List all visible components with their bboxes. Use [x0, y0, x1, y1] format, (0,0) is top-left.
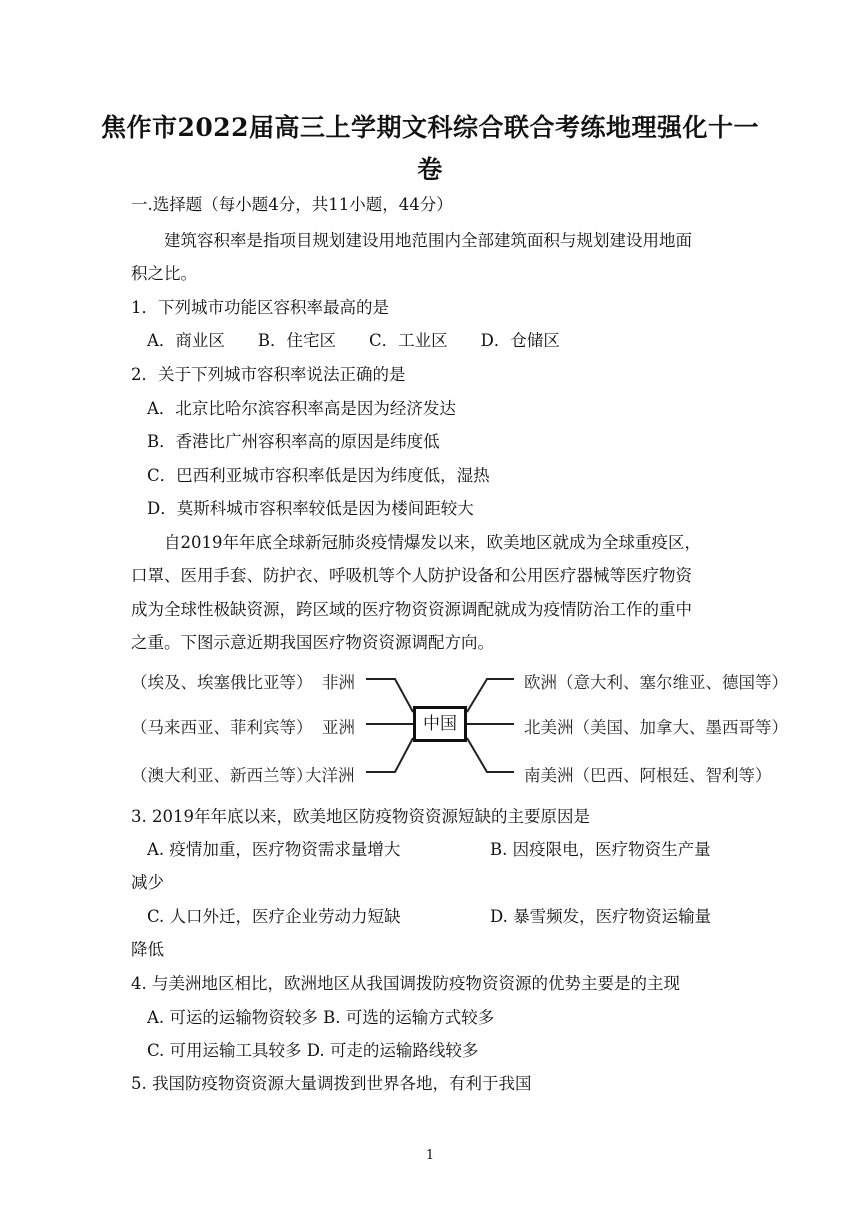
q1-options: A．商业区 B．住宅区 C．工业区 D．仓储区 [147, 331, 560, 350]
passage2-line4: 之重。下图示意近期我国医疗物资资源调配方向。 [131, 633, 494, 652]
title-line-1: 焦作市2022届高三上学期文科综合联合考练地理强化十一 [100, 113, 760, 142]
title-line-2: 卷 [417, 155, 443, 184]
q2-option-b: B．香港比广州容积率高的原因是纬度低 [147, 432, 440, 451]
section-heading: 一.选择题（每小题4分，共11小题，44分） [131, 195, 453, 214]
q3-option-c: C. 人口外迁，医疗企业劳动力短缺 [147, 907, 401, 926]
q4-stem: 4. 与美洲地区相比，欧洲地区从我国调拨防疫物资资源的优势主要是的主现 [131, 974, 680, 993]
diagram-right-south-america: 南美洲（巴西、阿根廷、智利等） [524, 766, 772, 785]
q4-options-cd: C. 可用运输工具较多 D. 可走的运输路线较多 [147, 1041, 479, 1060]
q3-option-d-line2: 降低 [131, 940, 164, 959]
passage2-line3: 成为全球性极缺资源，跨区域的医疗物资资源调配就成为疫情防治工作的重中 [131, 600, 692, 619]
diagram-left-oceania-region: 大洋洲 [305, 766, 355, 785]
connector-europe [467, 679, 514, 712]
q2-stem: 2．关于下列城市容积率说法正确的是 [131, 365, 406, 384]
q2-option-c: C．巴西利亚城市容积率低是因为纬度低，湿热 [147, 466, 490, 485]
diagram-left-asia-countries: （马来西亚、菲利宾等） [131, 718, 313, 737]
passage1-line1: 建筑容积率是指项目规划建设用地范围内全部建筑面积与规划建设用地面 [164, 231, 692, 250]
diagram-left-africa-countries: （埃及、埃塞俄比亚等） [131, 673, 313, 692]
q3-option-b-line1: B. 因疫限电，医疗物资生产量 [490, 840, 711, 859]
q3-option-a: A. 疫情加重，医疗物资需求量增大 [147, 840, 401, 859]
q1-stem: 1．下列城市功能区容积率最高的是 [131, 298, 389, 317]
diagram-center-china: 中国 [413, 706, 467, 742]
connector-africa [366, 679, 413, 712]
q3-option-b-line2: 减少 [131, 873, 164, 892]
q2-option-d: D．莫斯科城市容积率较低是因为楼间距较大 [147, 499, 474, 518]
q5-stem: 5. 我国防疫物资资源大量调拨到世界各地，有利于我国 [131, 1074, 532, 1093]
q4-options-ab: A. 可运的运输物资较多 B. 可选的运输方式较多 [147, 1008, 495, 1027]
diagram-left-oceania-countries: （澳大利亚、新西兰等） [131, 766, 313, 785]
diagram-left-asia-region: 亚洲 [322, 718, 355, 737]
passage1-line2: 积之比。 [131, 264, 197, 283]
q3-option-d-line1: D. 暴雪频发，医疗物资运输量 [490, 907, 712, 926]
diagram-right-north-america: 北美洲（美国、加拿大、墨西哥等） [524, 718, 788, 737]
passage2-line2: 口罩、医用手套、防护衣、呼吸机等个人防护设备和公用医疗器械等医疗物资 [131, 566, 692, 585]
connector-oceania [366, 738, 413, 772]
passage2-line1: 自2019年年底全球新冠肺炎疫情爆发以来，欧美地区就成为全球重疫区， [164, 533, 701, 552]
q3-stem: 3. 2019年年底以来，欧美地区防疫物资资源短缺的主要原因是 [131, 807, 590, 826]
page-number: 1 [425, 1148, 435, 1163]
diagram-right-europe: 欧洲（意大利、塞尔维亚、德国等） [524, 673, 788, 692]
diagram-left-africa-region: 非洲 [322, 673, 355, 692]
q2-option-a: A．北京比哈尔滨容积率高是因为经济发达 [147, 399, 456, 418]
connector-south-america [467, 738, 514, 772]
